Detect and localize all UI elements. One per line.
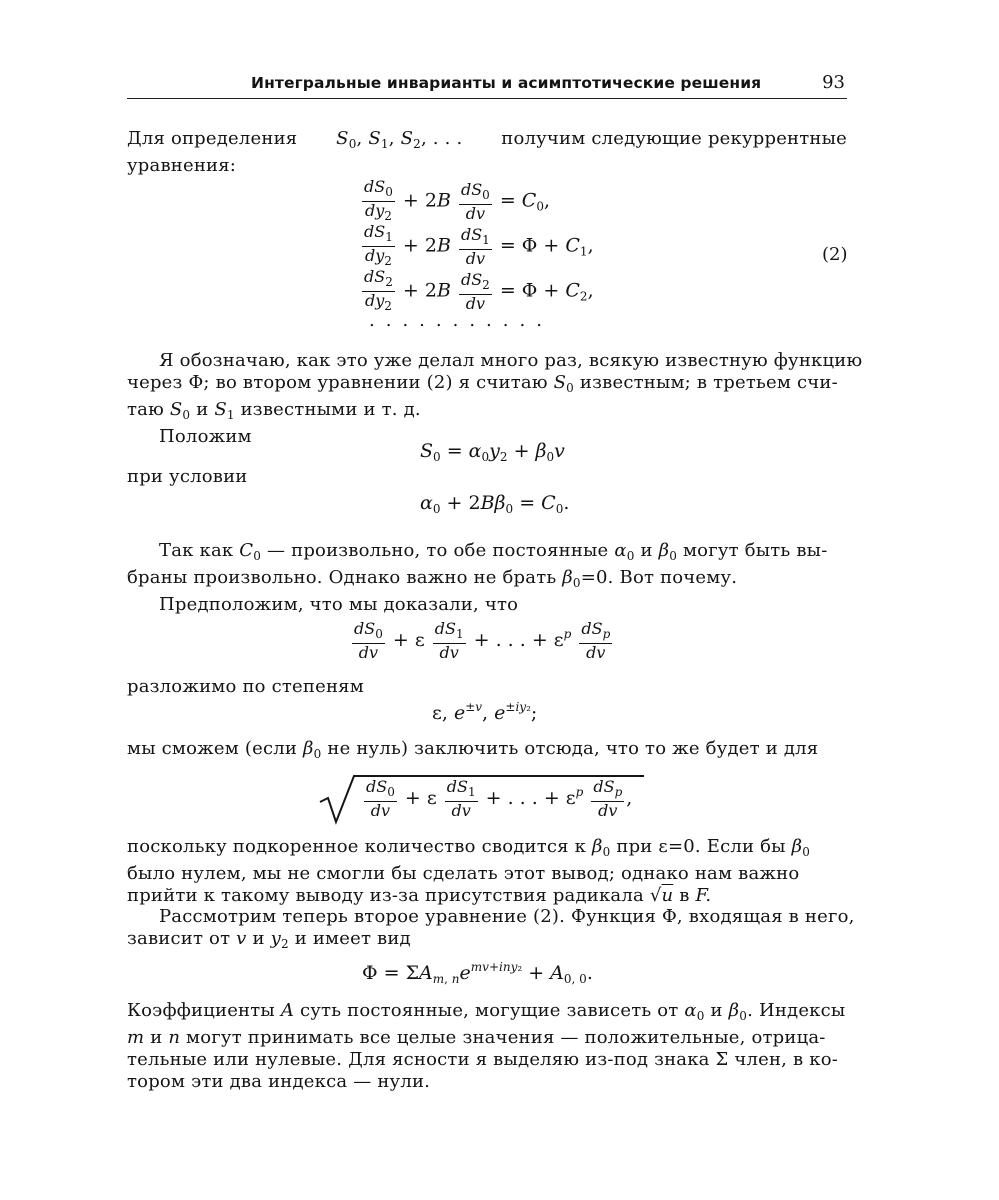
continuation-dots: ........... [369,310,553,331]
paragraph-condition: при условии [127,466,248,487]
running-head [127,72,847,99]
paragraph-second-equation: Рассмотрим теперь второе уравнение (2). Функция Φ, входящая в него, зависит от v и $y_2$ и имеет вид [127,906,855,951]
equation-system-line-3: $\frac{dS_2}{dy_2}$ + 2B $\frac{dS_2}{dv}$ = $\Phi + C_2$, [364,267,594,313]
page-number: 93 [822,72,845,93]
paragraph-expandable: разложимо по степеням [127,676,364,697]
paragraph-coefficients: Коэффициенты A суть постоянные, могущие зависеть от $\alpha_0$ и $\beta_0$. Индексы m и n могут принимать все целые значения — положительные, отрица- тельные или нулевые. Для ясности я выделяю из-под знака Σ член, в ко- тором эти два индекса — нули. [127,1000,846,1092]
paragraph-intro: Для определения $S_0$, $S_1$, $S_2$, . . . получим следующие рекуррентные уравнения: [127,128,847,176]
equation-condition: $\alpha_0 + 2B\beta_0 = C_0$. [420,492,570,516]
book-page: Интегральные инварианты и асимптотические решения 93 Для определения $S_0$, $S_1$, $S_2$, . . . получим следующие рекуррентные уравнения: $\frac{dS_0}{dy_2}$ + 2B $\frac{dS_0}{dv}$ = $C_0$, $\frac{dS_1}{dy_2}$ + 2B $\frac{dS_1}{dv}$ = $\Phi + C_1$, $\frac{dS_2}{dy_2}$ + 2B $\frac{dS_2}{dv}$ = $\Phi + C_2$, (2) ........... Я обозначаю, как это уже делал много раз, всякую известную функцию через Φ; во втором уравнении (2) я считаю $S_0$ известным; в третьем счи- таю $S_0$ и $S_1$ известными и т. д. Положим $S_0 = \alpha_0y_2 + \beta_0v$ при условии $\alpha_0 + 2B\beta_0 = C_0$. Так как $C_0$ — произвольно, то обе постоянные $\alpha_0$ и $\beta_0$ могут быть вы- браны произвольно. Однако важно не брать $\beta_0=0$. Вот почему. Предположим, что мы доказали, что $\frac{dS_0}{dv}$ + ε $\frac{dS_1}{dv}$ + . . . + $\varepsilon^p$ $\frac{dS_p}{dv}$ разложимо по степеням ε, $e^{\pm v}$, $e^{\pm iy_2}$; мы сможем (если $\beta_0$ не нуль) заключить отсюда, что то же будет и для $\frac{dS_0}{dv}$ + ε $\frac{dS_1}{dv}$ + . . . + $\varepsilon^p$ $\frac{dS_p}{dv}$ , поскольку подкоренное количество сводится к $\beta_0$ при ε=0. Если бы $\beta_0$ было нулем, мы не смогли бы сделать этот вывод; однако нам важно прийти к такому выводу из-за присутствия радикала √u в F. Рассмотрим теперь второе уравнение (2). Функция Φ, входящая в него, зависит от v и $y_2$ и имеет вид $\Phi = \Sigma A_{m, n}e^{mv+iny_2} + A_{0, 0}$. Коэффициенты A суть постоянные, могущие зависеть от $\alpha_0$ и $\beta_0$. Индексы m и n могут принимать все целые значения — положительные, отрица- тельные или нулевые. Для ясности я выделяю из-под знака Σ член, в ко- тором эти два индекса — нули. [127,72,863,1092]
equation-powers: ε, $e^{\pm v}$, $e^{\pm iy_2}$; [432,700,538,724]
equation-series: $\frac{dS_0}{dv}$ + ε $\frac{dS_1}{dv}$ + . . . + $\varepsilon^p$ $\frac{dS_p}{dv}$ [354,619,611,662]
equation-s0: $S_0 = \alpha_0y_2 + \beta_0v$ [420,440,565,464]
paragraph-radicand: поскольку подкоренное количество сводится к $\beta_0$ при ε=0. Если бы $\beta_0$ было нулем, мы не смогли бы сделать этот вывод; однако нам важно прийти к такому выводу из-за присутствия радикала √u в F. [127,836,811,906]
running-title: Интегральные инварианты и асимптотические решения [251,74,762,92]
equation-system-line-2: $\frac{dS_1}{dy_2}$ + 2B $\frac{dS_1}{dv}$ = $\Phi + C_1$, [364,222,594,268]
equation-number: (2) [822,244,848,265]
paragraph-notation: Я обозначаю, как это уже делал много раз, всякую известную функцию через Φ; во втором уравнении (2) я считаю $S_0$ известным; в третьем счи- таю $S_0$ и $S_1$ известными и т. д. Положим [127,350,863,447]
paragraph-arbitrary: Так как $C_0$ — произвольно, то обе постоянные $\alpha_0$ и $\beta_0$ могут быть вы- браны произвольно. Однако важно не брать $\beta_0=0$. Вот почему. Предположим, что мы доказали, что [127,540,828,615]
equation-system-line-1: $\frac{dS_0}{dy_2}$ + 2B $\frac{dS_0}{dv}$ = $C_0$, [364,177,551,223]
paragraph-conclude: мы сможем (если $\beta_0$ не нуль) заключить отсюда, что то же будет и для [127,738,819,761]
equation-phi: $\Phi = \Sigma A_{m, n}e^{mv+iny_2} + A_{0, 0}$. [362,960,593,986]
